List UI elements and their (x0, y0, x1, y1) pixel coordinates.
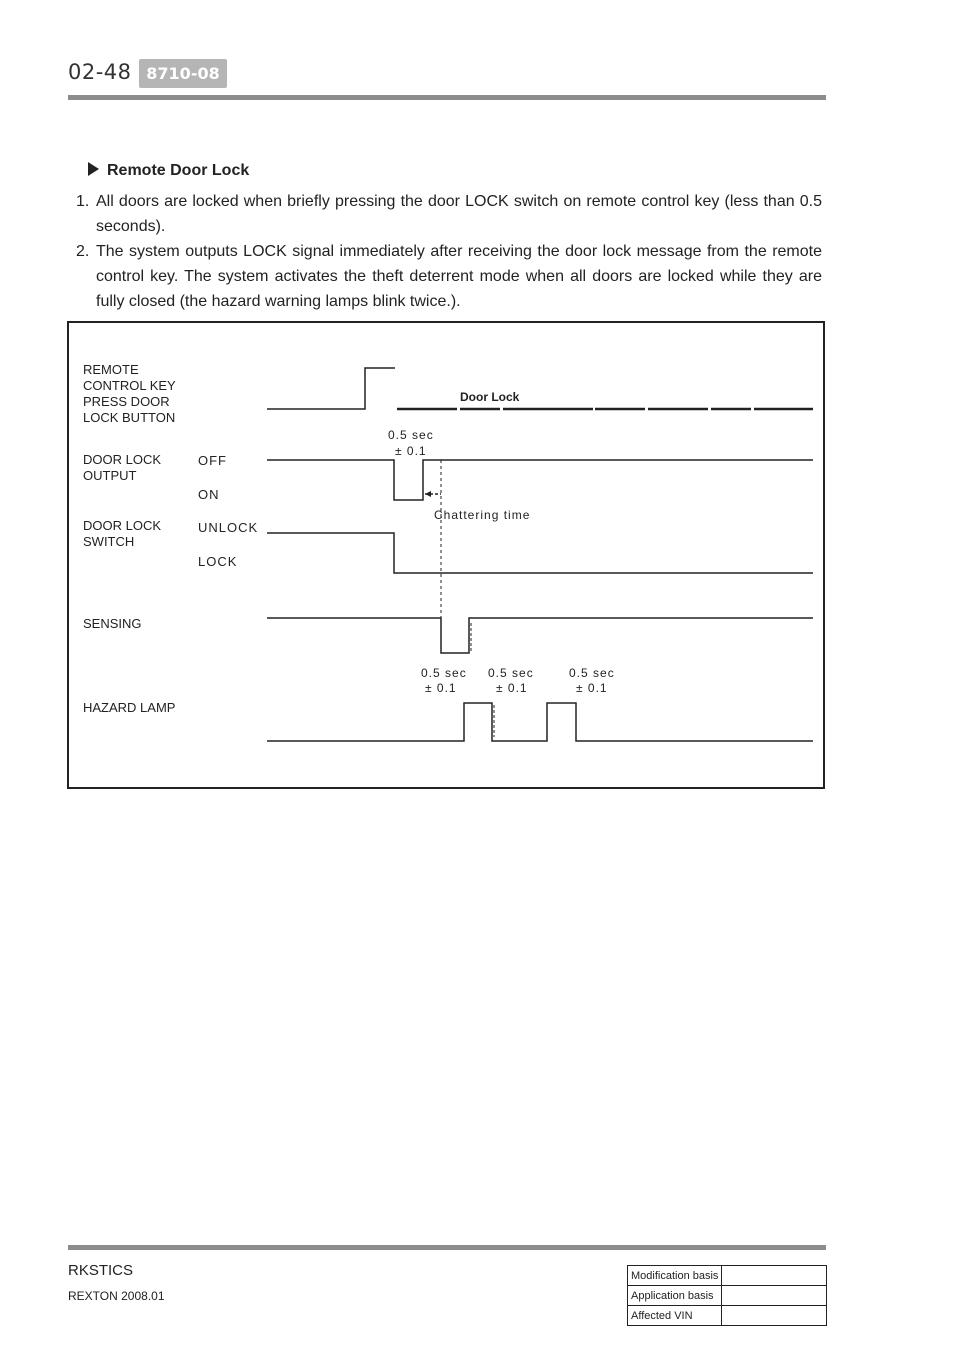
section-title (88, 162, 249, 180)
hazard-timing-2-tolerance: ± 0.1 (496, 681, 528, 695)
timing-diagram (67, 321, 825, 789)
chattering-arrowhead-icon (425, 491, 431, 497)
remote-label-line4: LOCK BUTTON (83, 410, 176, 425)
hazard-label: HAZARD LAMP (83, 700, 176, 715)
step-item (76, 239, 822, 314)
switch-label-line2: SWITCH (83, 534, 135, 549)
remote-label-line3: PRESS DOOR (83, 394, 170, 409)
header-divider (68, 95, 826, 100)
hazard-timing-2-value: 0.5 sec (488, 666, 534, 680)
table-row (628, 1266, 827, 1286)
triangle-bullet-icon (88, 162, 99, 176)
sensing-waveform (267, 618, 813, 653)
state-off: OFF (198, 453, 227, 468)
application-basis-value (722, 1286, 827, 1306)
output-timing-tolerance: ± 0.1 (395, 444, 427, 458)
page-number: 02-48 (68, 60, 132, 84)
switch-waveform (267, 533, 813, 573)
state-on: ON (198, 487, 220, 502)
footer-divider (68, 1245, 826, 1250)
footer-model: RKSTICS (68, 1262, 134, 1279)
step-list (76, 189, 822, 314)
output-label-line2: OUTPUT (83, 468, 137, 483)
affected-vin-label: Affected VIN (628, 1306, 722, 1326)
affected-vin-value (722, 1306, 827, 1326)
step-item (76, 189, 822, 239)
hazard-timing-3-value: 0.5 sec (569, 666, 615, 680)
step-number: 1. (76, 193, 90, 210)
remote-waveform (267, 368, 395, 409)
switch-label-line1: DOOR LOCK (83, 518, 162, 533)
hazard-timing-3-tolerance: ± 0.1 (576, 681, 608, 695)
remote-label-line2: CONTROL KEY (83, 378, 176, 393)
output-label-line1: DOOR LOCK (83, 452, 162, 467)
output-waveform (267, 460, 813, 500)
footer-edition: REXTON 2008.01 (68, 1289, 165, 1303)
step-text: The system outputs LOCK signal immediately after receiving the door lock message from the remote control key. The system activates the theft deterrent mode when all doors are locked while they are fully closed (the hazard warning lamps blink twice.). (96, 243, 822, 310)
table-row (628, 1286, 827, 1306)
chattering-annotation: Chattering time (434, 508, 531, 522)
modification-basis-value (722, 1266, 827, 1286)
application-basis-label: Application basis (628, 1286, 722, 1306)
state-lock: LOCK (198, 554, 238, 569)
hazard-timing-1-value: 0.5 sec (421, 666, 467, 680)
step-text: All doors are locked when briefly pressing the door LOCK switch on remote control key (less than 0.5 seconds). (96, 193, 822, 235)
state-unlock: UNLOCK (198, 520, 259, 535)
step-number: 2. (76, 243, 90, 260)
output-timing-value: 0.5 sec (388, 428, 434, 442)
modification-basis-label: Modification basis (628, 1266, 722, 1286)
door-lock-annotation: Door Lock (460, 390, 520, 404)
table-row (628, 1306, 827, 1326)
revision-table (627, 1265, 827, 1326)
section-title-text: Remote Door Lock (107, 162, 250, 179)
remote-label-line1: REMOTE (83, 362, 139, 377)
hazard-timing-1-tolerance: ± 0.1 (425, 681, 457, 695)
sensing-label: SENSING (83, 616, 142, 631)
hazard-waveform (267, 703, 813, 741)
timing-diagram-svg (69, 323, 827, 791)
section-code-badge: 8710-08 (139, 59, 227, 88)
